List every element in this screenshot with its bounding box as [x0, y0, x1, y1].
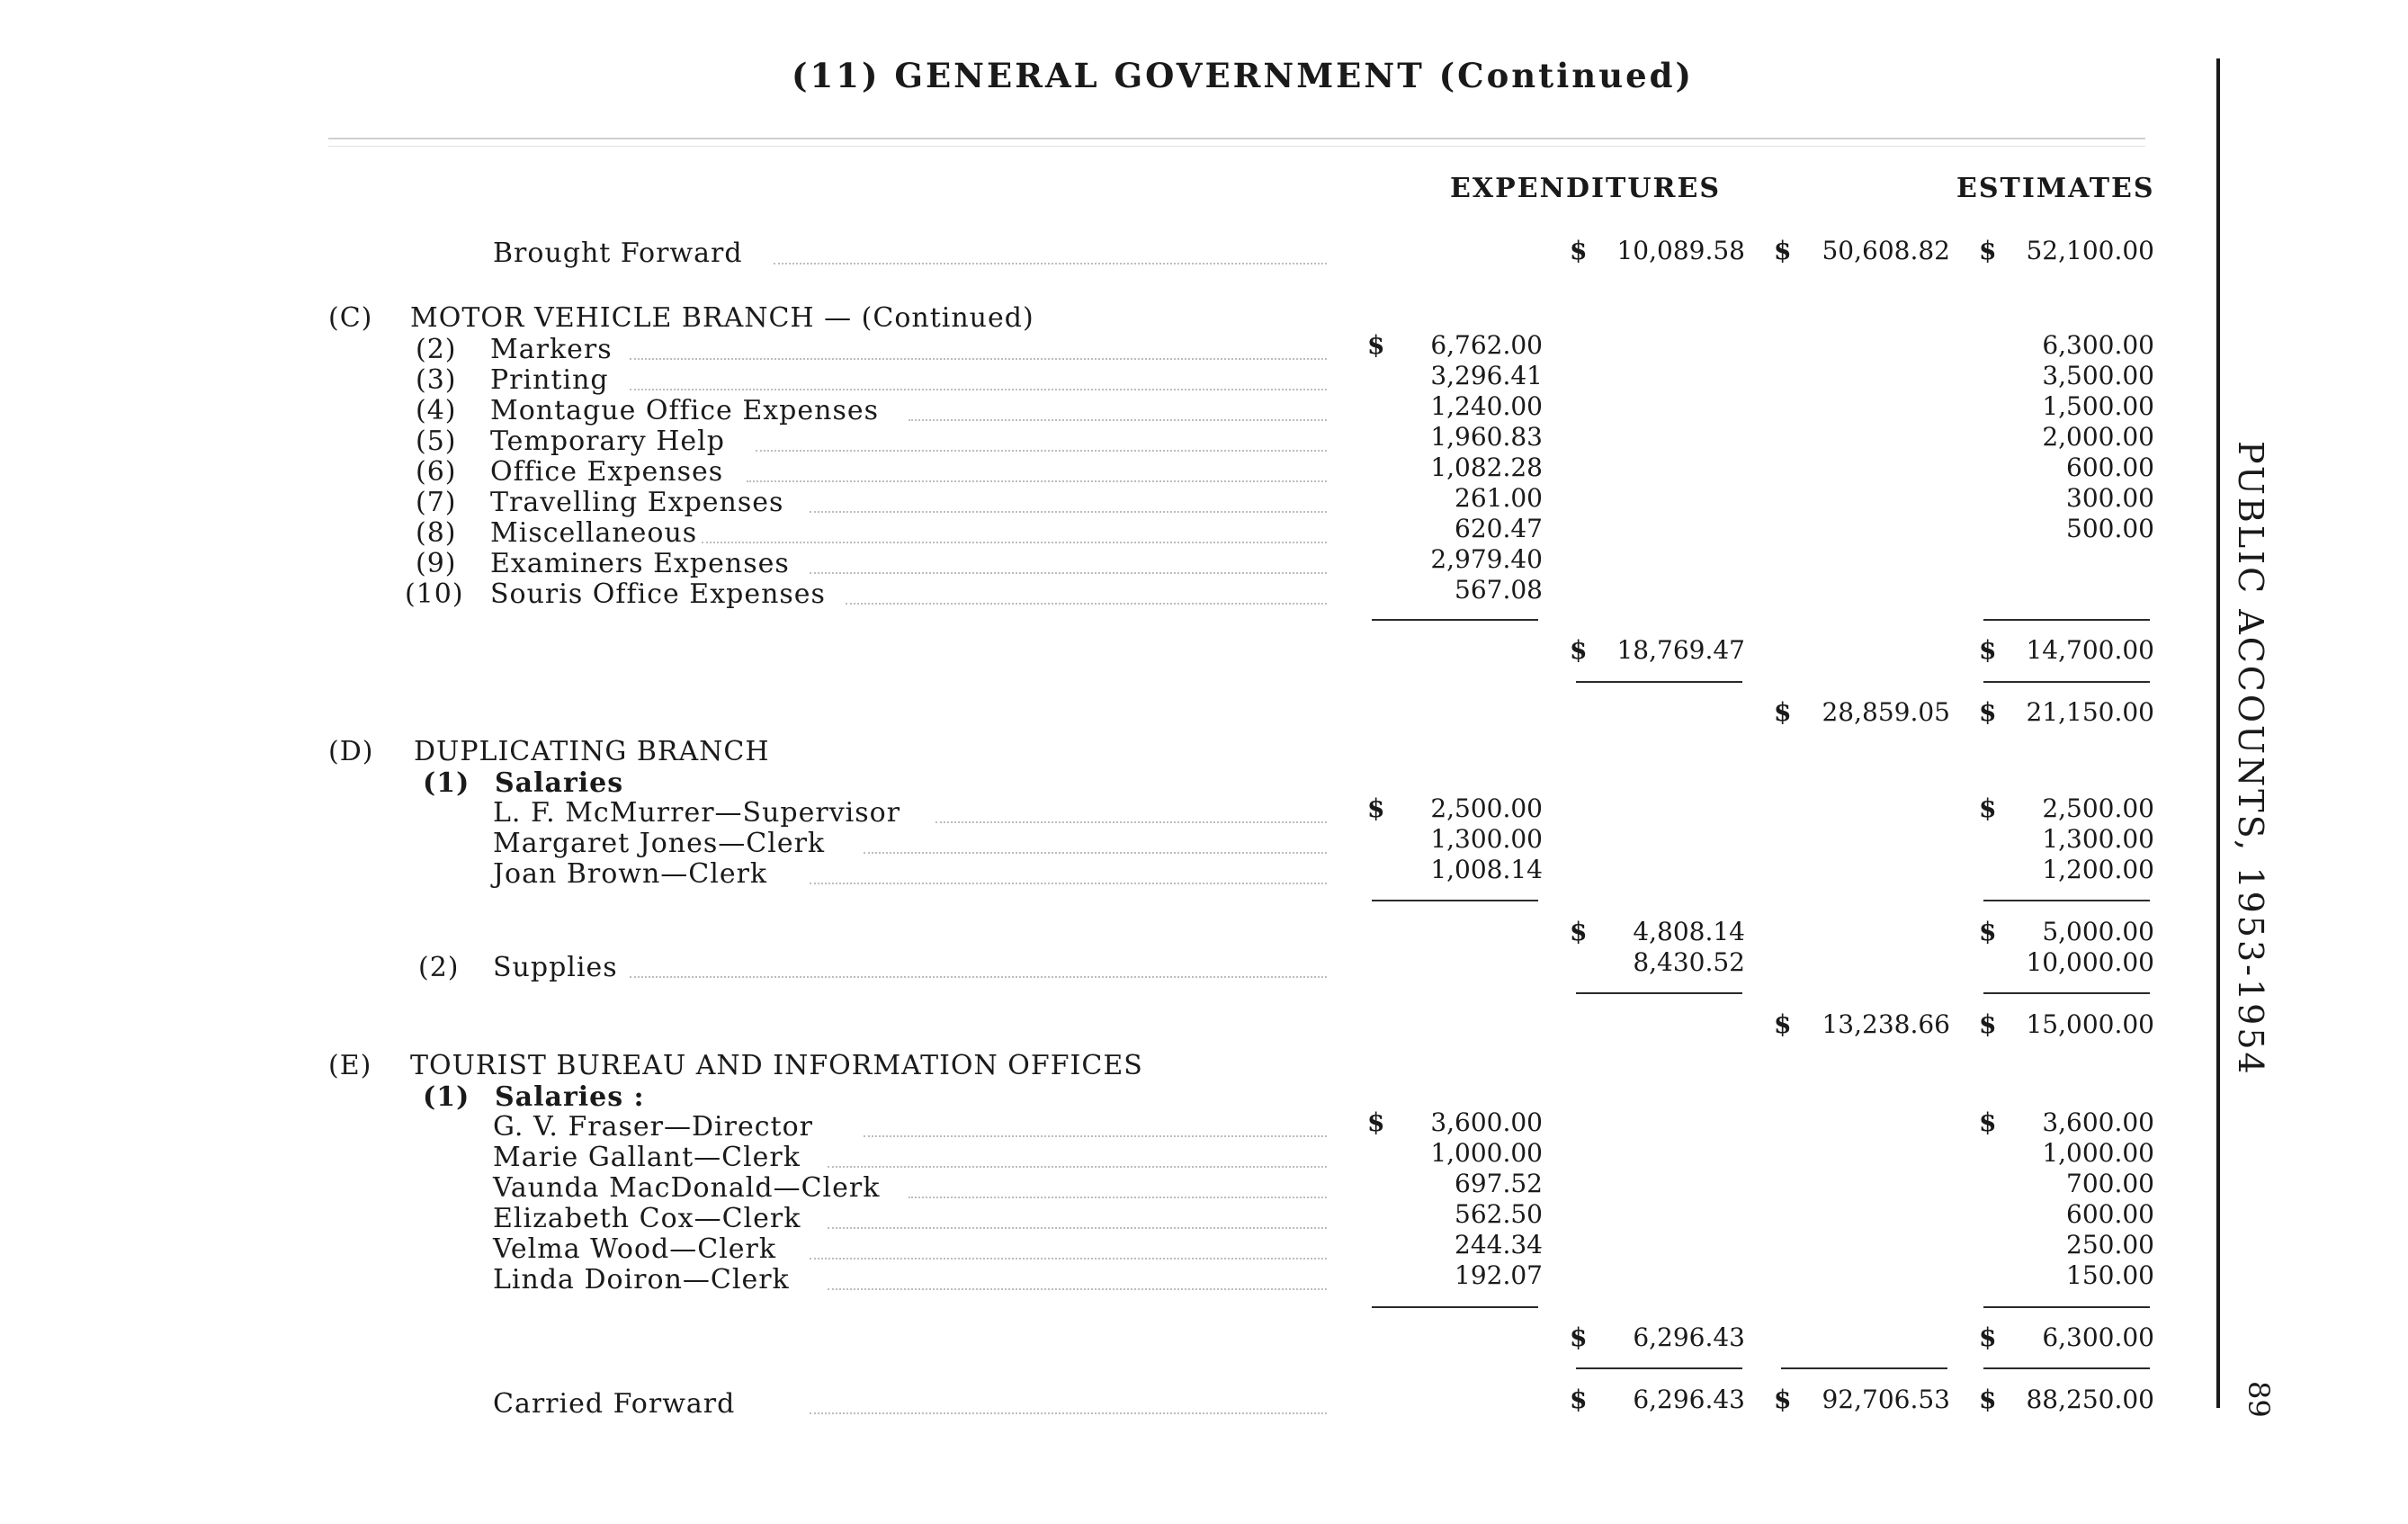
item-label: Office Expenses	[490, 456, 724, 488]
item-label: Travelling Expenses	[490, 487, 784, 518]
item-estimate: 1,000.00	[2042, 1138, 2154, 1168]
leader-dots	[909, 1197, 1327, 1198]
leader-dots	[909, 419, 1327, 421]
item-expenditure: 697.52	[1455, 1169, 1543, 1198]
subtotal-rule	[1983, 900, 2150, 901]
dollar-sign: $	[1570, 917, 1588, 946]
running-title: PUBLIC ACCOUNTS, 1953-1954	[2231, 441, 2270, 1077]
item-number: (4)	[416, 395, 457, 426]
brought-forward-expenditure: 10,089.58	[1616, 236, 1745, 265]
section-title: TOURIST BUREAU AND INFORMATION OFFICES	[410, 1050, 1143, 1081]
item-expenditure: 562.50	[1455, 1199, 1543, 1229]
item-label: Montague Office Expenses	[490, 395, 879, 426]
leader-dots	[774, 263, 1327, 264]
carried-forward-label: Carried Forward	[493, 1388, 736, 1420]
item-number: (9)	[416, 548, 457, 579]
section-e-subtotal-estimate: 6,300.00	[2042, 1322, 2154, 1352]
leader-dots	[810, 1258, 1327, 1260]
leader-dots	[747, 480, 1327, 482]
item-number: (8)	[416, 517, 457, 549]
dollar-sign: $	[1979, 793, 1997, 823]
expenditures-header: EXPENDITURES	[1450, 173, 1721, 204]
item-expenditure: 567.08	[1455, 575, 1543, 605]
dollar-sign: $	[1979, 1009, 1997, 1039]
total-rule	[1983, 1367, 2150, 1369]
brought-forward-label: Brought Forward	[493, 238, 743, 269]
dollar-sign: $	[1774, 236, 1792, 265]
item-estimate: 1,500.00	[2042, 391, 2154, 421]
item-label: Linda Doiron—Clerk	[493, 1264, 790, 1295]
item-label: Markers	[490, 334, 613, 365]
item-label: Printing	[490, 364, 609, 396]
section-d-total: 13,238.66	[1822, 1009, 1950, 1039]
item-expenditure: 1,960.83	[1430, 422, 1543, 452]
item-expenditure: 192.07	[1455, 1260, 1543, 1290]
item-estimate: 150.00	[2066, 1260, 2154, 1290]
leader-dots	[630, 358, 1327, 360]
dollar-sign: $	[1774, 697, 1792, 727]
dollar-sign: $	[1570, 1322, 1588, 1352]
section-c-subtotal-expenditure: 18,769.47	[1616, 635, 1745, 665]
dollar-sign: $	[1979, 236, 1997, 265]
subsection-number: (1)	[423, 1081, 470, 1113]
dollar-sign: $	[1367, 793, 1385, 823]
item-label: Joan Brown—Clerk	[493, 858, 768, 890]
item-label: Vaunda MacDonald—Clerk	[493, 1172, 881, 1204]
item-number: (2)	[416, 334, 457, 365]
item-label: Margaret Jones—Clerk	[493, 828, 826, 859]
brought-forward-total: 50,608.82	[1822, 236, 1950, 265]
item-expenditure: 2,500.00	[1430, 793, 1543, 823]
leader-dots	[828, 1166, 1327, 1168]
leader-dots	[702, 542, 1327, 543]
subtotal-rule	[1983, 619, 2150, 621]
item-expenditure: 1,008.14	[1430, 855, 1543, 884]
subsection-number: (1)	[423, 767, 470, 799]
supplies-estimate: 10,000.00	[2026, 947, 2154, 977]
item-expenditure: 1,000.00	[1430, 1138, 1543, 1168]
leader-dots	[810, 572, 1327, 574]
subtotal-rule	[1576, 992, 1742, 994]
item-number: (7)	[416, 487, 457, 518]
subtotal-rule	[1983, 1306, 2150, 1308]
page-title: (11) GENERAL GOVERNMENT (Continued)	[792, 56, 1695, 95]
subtotal-rule	[1983, 681, 2150, 683]
item-number: (6)	[416, 456, 457, 488]
item-estimate: 3,600.00	[2042, 1107, 2154, 1137]
item-expenditure: 1,082.28	[1430, 453, 1543, 482]
section-c-total: 28,859.05	[1822, 697, 1950, 727]
dollar-sign: $	[1979, 917, 1997, 946]
leader-dots	[756, 450, 1327, 452]
section-letter: (E)	[328, 1050, 372, 1081]
item-number: (5)	[416, 426, 457, 457]
leader-dots	[935, 821, 1327, 823]
dollar-sign: $	[1570, 635, 1588, 665]
item-estimate: 3,500.00	[2042, 361, 2154, 390]
item-expenditure: 3,296.41	[1430, 361, 1543, 390]
dollar-sign: $	[1774, 1009, 1792, 1039]
leader-dots	[630, 976, 1327, 978]
carried-forward-expenditure: 6,296.43	[1633, 1385, 1745, 1414]
dollar-sign: $	[1979, 697, 1997, 727]
item-expenditure: 261.00	[1455, 483, 1543, 513]
section-e-subtotal-expenditure: 6,296.43	[1633, 1322, 1745, 1352]
subtotal-rule	[1372, 619, 1538, 621]
subsection-label: Salaries :	[495, 1081, 645, 1113]
subsection-label: Supplies	[493, 952, 618, 983]
total-rule	[1576, 1367, 1742, 1369]
dollar-sign: $	[1979, 1107, 1997, 1137]
section-d-total-estimate: 15,000.00	[2026, 1009, 2154, 1039]
header-rule	[328, 138, 2145, 139]
item-estimate: 2,500.00	[2042, 793, 2154, 823]
item-expenditure: 620.47	[1455, 514, 1543, 543]
leader-dots	[828, 1288, 1327, 1290]
item-label: Temporary Help	[490, 426, 725, 457]
item-label: Velma Wood—Clerk	[493, 1233, 777, 1265]
item-estimate: 600.00	[2066, 453, 2154, 482]
subsection-label: Salaries	[495, 767, 624, 799]
item-expenditure: 3,600.00	[1430, 1107, 1543, 1137]
item-estimate: 6,300.00	[2042, 330, 2154, 360]
leader-dots	[864, 852, 1327, 854]
item-label: G. V. Fraser—Director	[493, 1111, 813, 1143]
item-estimate: 1,200.00	[2042, 855, 2154, 884]
item-label: Miscellaneous	[490, 517, 698, 549]
section-letter: (D)	[328, 736, 374, 767]
section-d-subtotal-expenditure: 4,808.14	[1633, 917, 1745, 946]
section-title: MOTOR VEHICLE BRANCH — (Continued)	[410, 302, 1034, 334]
item-label: Souris Office Expenses	[490, 578, 826, 610]
item-estimate: 600.00	[2066, 1199, 2154, 1229]
item-expenditure: 244.34	[1455, 1230, 1543, 1260]
item-estimate: 2,000.00	[2042, 422, 2154, 452]
item-label: Examiners Expenses	[490, 548, 790, 579]
item-label: Marie Gallant—Clerk	[493, 1142, 801, 1173]
item-estimate: 300.00	[2066, 483, 2154, 513]
section-c-total-estimate: 21,150.00	[2026, 697, 2154, 727]
section-letter: (C)	[328, 302, 373, 334]
dollar-sign: $	[1979, 1322, 1997, 1352]
section-d-subtotal-estimate: 5,000.00	[2042, 917, 2154, 946]
item-estimate: 500.00	[2066, 514, 2154, 543]
dollar-sign: $	[1979, 635, 1997, 665]
item-expenditure: 6,762.00	[1430, 330, 1543, 360]
subsection-number: (2)	[418, 952, 460, 983]
subtotal-rule	[1372, 1306, 1538, 1308]
total-rule	[1781, 1367, 1947, 1369]
leader-dots	[810, 511, 1327, 513]
item-estimate: 700.00	[2066, 1169, 2154, 1198]
dollar-sign: $	[1367, 1107, 1385, 1137]
subtotal-rule	[1372, 900, 1538, 901]
dollar-sign: $	[1774, 1385, 1792, 1414]
item-expenditure: 1,300.00	[1430, 824, 1543, 854]
section-title: DUPLICATING BRANCH	[414, 736, 770, 767]
page-number: 89	[2242, 1381, 2276, 1418]
leader-dots	[810, 1412, 1327, 1414]
supplies-expenditure: 8,430.52	[1633, 947, 1745, 977]
dollar-sign: $	[1570, 1385, 1588, 1414]
item-number: (10)	[405, 578, 464, 610]
dollar-sign: $	[1570, 236, 1588, 265]
item-expenditure: 1,240.00	[1430, 391, 1543, 421]
dollar-sign: $	[1367, 330, 1385, 360]
item-number: (3)	[416, 364, 457, 396]
item-estimate: 250.00	[2066, 1230, 2154, 1260]
item-label: L. F. McMurrer—Supervisor	[493, 797, 901, 829]
subtotal-rule	[1576, 681, 1742, 683]
leader-dots	[630, 389, 1327, 390]
item-expenditure: 2,979.40	[1430, 544, 1543, 574]
subtotal-rule	[1983, 992, 2150, 994]
section-c-subtotal-estimate: 14,700.00	[2026, 635, 2154, 665]
item-label: Elizabeth Cox—Clerk	[493, 1203, 801, 1234]
leader-dots	[864, 1135, 1327, 1137]
dollar-sign: $	[1979, 1385, 1997, 1414]
brought-forward-estimate: 52,100.00	[2026, 236, 2154, 265]
item-estimate: 1,300.00	[2042, 824, 2154, 854]
header-rule-secondary	[328, 146, 2145, 147]
leader-dots	[810, 883, 1327, 884]
margin-rule	[2216, 58, 2220, 1408]
carried-forward-estimate: 88,250.00	[2026, 1385, 2154, 1414]
estimates-header: ESTIMATES	[1956, 173, 2155, 204]
leader-dots	[846, 603, 1327, 605]
carried-forward-total: 92,706.53	[1822, 1385, 1950, 1414]
leader-dots	[828, 1227, 1327, 1229]
